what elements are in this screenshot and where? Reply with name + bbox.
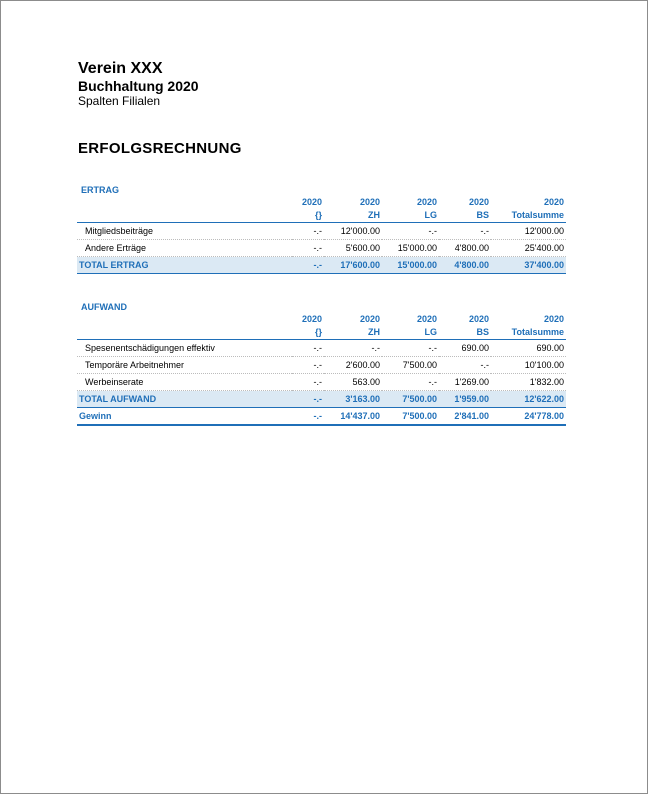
column-year: 2020: [359, 197, 380, 207]
cell-value: 690.00: [491, 340, 566, 357]
cell-value: -.-: [382, 223, 439, 240]
cell-value: -.-: [439, 357, 491, 374]
total-value: 17'600.00: [324, 257, 382, 274]
column-year: 2020: [301, 197, 322, 207]
report-variant: Spalten Filialen: [78, 94, 161, 108]
aufwand-section: [77, 301, 566, 426]
table-row: [77, 340, 566, 357]
column-year: 2020: [543, 314, 564, 324]
aufwand-table: [77, 313, 566, 426]
cell-value: 12'000.00: [491, 223, 566, 240]
cell-value: -.-: [292, 374, 324, 391]
column-name: Totalsumme: [491, 326, 566, 340]
column-year: 2020: [468, 197, 489, 207]
column-name: LG: [382, 209, 439, 223]
column-name: BS: [439, 209, 491, 223]
column-name: ZH: [324, 326, 382, 340]
total-value: -.-: [292, 391, 324, 408]
organization-name: Verein XXX: [78, 60, 163, 77]
accounting-year-title: Buchhaltung 2020: [78, 78, 199, 94]
total-value: 4'800.00: [439, 257, 491, 274]
row-label: Temporäre Arbeitnehmer: [77, 357, 292, 374]
total-aufwand-row: [77, 391, 566, 408]
cell-value: 690.00: [439, 340, 491, 357]
column-name: LG: [382, 326, 439, 340]
cell-value: 5'600.00: [324, 240, 382, 257]
total-value: 7'500.00: [382, 391, 439, 408]
total-value: 1'959.00: [439, 391, 491, 408]
column-name: Totalsumme: [491, 209, 566, 223]
column-year: 2020: [468, 314, 489, 324]
total-label: TOTAL AUFWAND: [77, 391, 292, 408]
total-value: 3'163.00: [324, 391, 382, 408]
cell-value: -.-: [382, 340, 439, 357]
gewinn-value: 2'841.00: [439, 408, 491, 426]
cell-value: 563.00: [324, 374, 382, 391]
total-label: TOTAL ERTRAG: [77, 257, 292, 274]
table-row: [77, 374, 566, 391]
column-name: {}: [292, 326, 324, 340]
row-label: Spesenentschädigungen effektiv: [77, 340, 292, 357]
total-value: 15'000.00: [382, 257, 439, 274]
cell-value: -.-: [324, 340, 382, 357]
cell-value: 12'000.00: [324, 223, 382, 240]
report-header: [78, 59, 199, 108]
total-value: 37'400.00: [491, 257, 566, 274]
column-year: 2020: [543, 197, 564, 207]
column-name: {}: [292, 209, 324, 223]
column-year: 2020: [301, 314, 322, 324]
cell-value: 2'600.00: [324, 357, 382, 374]
row-label: Werbeinserate: [77, 374, 292, 391]
cell-value: 25'400.00: [491, 240, 566, 257]
cell-value: -.-: [292, 240, 324, 257]
aufwand-section-title: AUFWAND: [81, 302, 127, 312]
total-value: 12'622.00: [491, 391, 566, 408]
cell-value: 1'832.00: [491, 374, 566, 391]
column-year: 2020: [359, 314, 380, 324]
cell-value: 4'800.00: [439, 240, 491, 257]
gewinn-value: 14'437.00: [324, 408, 382, 426]
gewinn-label: Gewinn: [77, 408, 292, 426]
column-name-row: [77, 326, 566, 340]
cell-value: 10'100.00: [491, 357, 566, 374]
ertrag-table: [77, 196, 566, 274]
total-value: -.-: [292, 257, 324, 274]
column-year-row: [77, 196, 566, 209]
cell-value: 15'000.00: [382, 240, 439, 257]
ertrag-section: [77, 184, 566, 274]
cell-value: -.-: [292, 357, 324, 374]
table-row: [77, 240, 566, 257]
cell-value: 7'500.00: [382, 357, 439, 374]
cell-value: -.-: [292, 223, 324, 240]
column-name-row: [77, 209, 566, 223]
row-label: Andere Erträge: [77, 240, 292, 257]
column-year: 2020: [416, 314, 437, 324]
column-name: ZH: [324, 209, 382, 223]
cell-value: -.-: [292, 340, 324, 357]
total-ertrag-row: [77, 257, 566, 274]
column-name: BS: [439, 326, 491, 340]
gewinn-value: -.-: [292, 408, 324, 426]
row-label: Mitgliedsbeiträge: [77, 223, 292, 240]
gewinn-row: [77, 408, 566, 426]
gewinn-value: 24'778.00: [491, 408, 566, 426]
ertrag-section-title: ERTRAG: [81, 185, 119, 195]
cell-value: 1'269.00: [439, 374, 491, 391]
cell-value: -.-: [382, 374, 439, 391]
table-row: [77, 223, 566, 240]
table-row: [77, 357, 566, 374]
cell-value: -.-: [439, 223, 491, 240]
column-year: 2020: [416, 197, 437, 207]
gewinn-value: 7'500.00: [382, 408, 439, 426]
report-title: ERFOLGSRECHNUNG: [78, 140, 242, 157]
column-year-row: [77, 313, 566, 326]
